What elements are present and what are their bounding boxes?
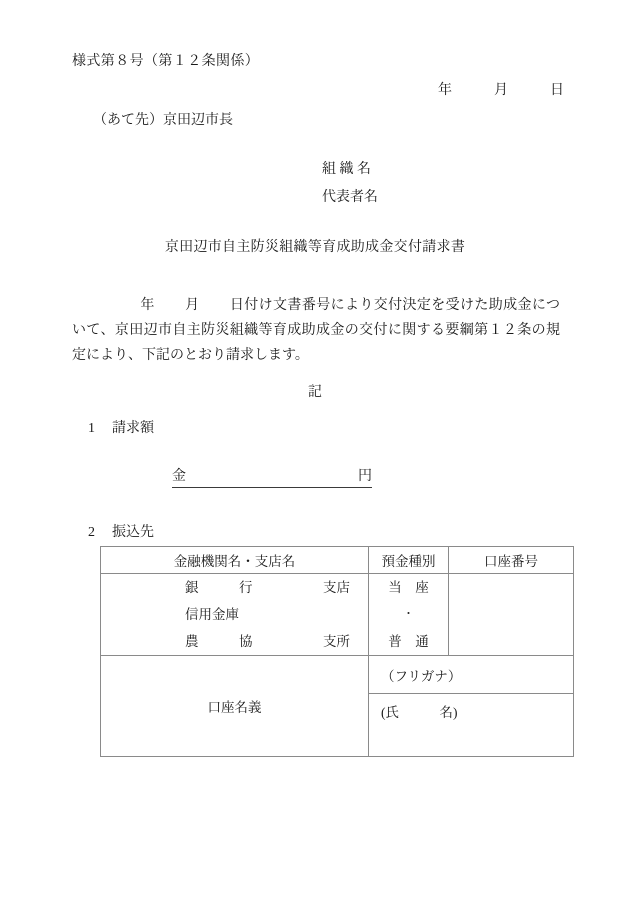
header-institution: 金融機関名・支店名 — [101, 547, 369, 574]
section-2-label: 振込先 — [112, 525, 154, 540]
deposit-type-current[interactable]: 当 座 — [388, 580, 429, 595]
institution-suffix-nokyo: 支所 — [323, 634, 350, 649]
representative-name-label: 代表者名 — [322, 190, 378, 205]
ki-marker: 記 — [308, 385, 322, 400]
amount-suffix: 円 — [358, 469, 372, 484]
header-account-number: 口座番号 — [449, 547, 574, 574]
body-month-blank: 月 — [184, 298, 200, 313]
section-2-heading — [88, 521, 154, 541]
organization-name-label: 組 織 名 — [322, 162, 371, 177]
section-1-label: 請求額 — [112, 421, 154, 436]
holder-kana-inner — [369, 656, 573, 693]
institution-suffix-bank: 支店 — [323, 580, 350, 595]
deposit-type-ordinary[interactable]: 普 通 — [388, 634, 429, 649]
list-item — [369, 656, 573, 694]
institution-name-bank: 銀 行 — [185, 580, 253, 595]
holder-name-cell[interactable] — [369, 694, 573, 757]
body-paragraph — [72, 293, 560, 368]
holder-kana-label: （フリガナ） — [381, 668, 462, 684]
section-2-number: 2 — [88, 525, 95, 540]
deposit-type-cell[interactable] — [369, 574, 449, 656]
bank-transfer-table — [100, 546, 574, 757]
institution-name-nokyo: 農 協 — [185, 634, 253, 649]
table-row — [101, 656, 574, 757]
institution-suffix-shinkin — [320, 601, 350, 628]
header-deposit-type: 預金種別 — [369, 547, 449, 574]
date-line: 年 月 日 — [438, 83, 564, 98]
list-item — [369, 694, 573, 757]
form-number: 様式第８号（第１２条関係） — [72, 54, 260, 69]
holder-name-inner — [369, 694, 573, 756]
amount-prefix: 金 — [172, 469, 186, 484]
holder-label-cell: 口座名義 — [101, 656, 369, 757]
document-title: 京田辺市自主防災組織等育成助成金交付請求書 — [164, 240, 466, 255]
table-header-row — [101, 547, 574, 574]
addressee-line: （あて先）京田辺市長 — [93, 113, 233, 128]
holder-value-cell — [369, 656, 574, 757]
institution-row-shinkin[interactable] — [101, 601, 368, 628]
section-1-number: 1 — [88, 421, 95, 436]
institution-row-nokyo[interactable] — [101, 628, 368, 655]
institution-row-bank[interactable] — [101, 574, 368, 601]
holder-kana-cell[interactable] — [369, 656, 573, 694]
section-1-heading — [88, 417, 154, 437]
holder-name-label: (氏 名) — [381, 705, 458, 720]
table-row — [101, 574, 574, 656]
body-year-blank: 年 — [140, 298, 155, 313]
amount-field[interactable] — [172, 465, 372, 488]
account-number-cell[interactable] — [449, 574, 574, 656]
body-text: 日付け文書番号により交付決定を受けた助成金について、京田辺市自主防災組織等育成助成金の交付に関する要綱第１２条の規定により、下記のとおり請求します。 — [72, 298, 561, 363]
deposit-type-separator: ・ — [403, 608, 414, 620]
institution-cell[interactable] — [101, 574, 369, 656]
institution-name-shinkin: 信用金庫 — [185, 607, 239, 622]
holder-nested-table — [369, 656, 573, 756]
